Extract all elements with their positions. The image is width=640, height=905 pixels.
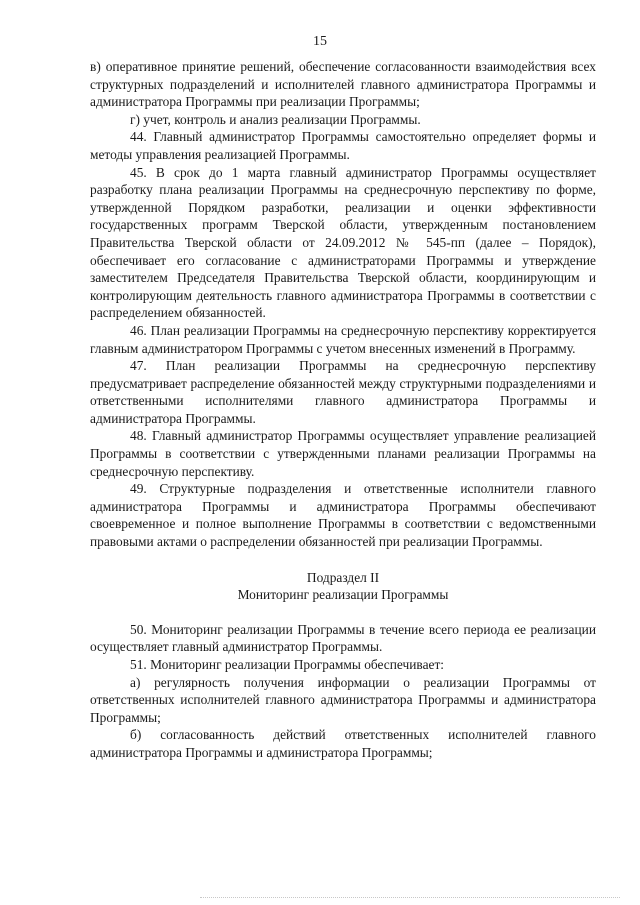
paragraph-51: 51. Мониторинг реализации Программы обеспечивает: <box>130 657 445 672</box>
paragraph-b: б) согласованность действий ответственных исполнителей главного администратора Программы и администратора Программы; <box>90 727 596 760</box>
paragraph-50: 50. Мониторинг реализации Программы в течение всего периода ее реализации осуществляет главный администратор Программы. <box>90 621 596 655</box>
scan-edge-marks <box>200 897 620 902</box>
paragraph-45: 45. В срок до 1 марта главный администратор Программы осуществляет разработку плана реализации Программы на среднесрочную перспективу по форме, утвержденной Порядком разработки, реализации и оценки эффективности государственных программ Тверской области, утвержденным постановлением Правительства Тверской области от 24.09.2012 № 545-пп (далее – Порядок), обеспечивает его согласование с администраторами Программы и утверждение заместителем Председателя Правительства Тверской области, координирующим и контролирующим деятельность главного администратора Программы в соответствии с распределением обязанностей. <box>90 164 596 321</box>
paragraph-47: 47. План реализации Программы на среднесрочную перспективу предусматривает распределение обязанностей между структурными подразделениями и ответственными исполнителями главного администратора Программы и администратора Программы. <box>90 358 596 426</box>
paragraph-48: 48. Главный администратор Программы осуществляет управление реализацией Программы в соответствии с утвержденными планами реализации Программы на среднесрочную перспективу. <box>90 428 596 479</box>
paragraph-49: 49. Структурные подразделения и ответственные исполнители главного администратора Программы и администратора Программы обеспечивают своевременное и полное выполнение Программы в соответствии с ведомственными правовыми актами о распределении обязанностей при реализации Программы. <box>90 481 596 550</box>
paragraph-g: г) учет, контроль и анализ реализации Программы. <box>130 111 421 127</box>
page-number: 15 <box>313 34 327 49</box>
document-body <box>90 58 596 762</box>
section-spacer <box>90 604 596 621</box>
paragraph-44: 44. Главный администратор Программы самостоятельно определяет формы и методы управления реализацией Программы. <box>90 129 596 162</box>
paragraph-46: 46. План реализации Программы на среднесрочную перспективу корректируется главным администратором Программы с учетом внесенных изменений в Программу. <box>90 322 596 356</box>
paragraph-v: в) оперативное принятие решений, обеспечение согласованности взаимодействия всех структурных подразделений и исполнителей главного администратора Программы и администратора Программы при реализации Программы; <box>90 59 596 110</box>
paragraph-a: а) регулярность получения информации о реализации Программы от ответственных исполнителей главного администратора Программы и администратора Программы; <box>90 674 596 725</box>
subsection-title: Мониторинг реализации Программы <box>237 587 449 603</box>
subsection-label: Подраздел II <box>306 569 380 585</box>
